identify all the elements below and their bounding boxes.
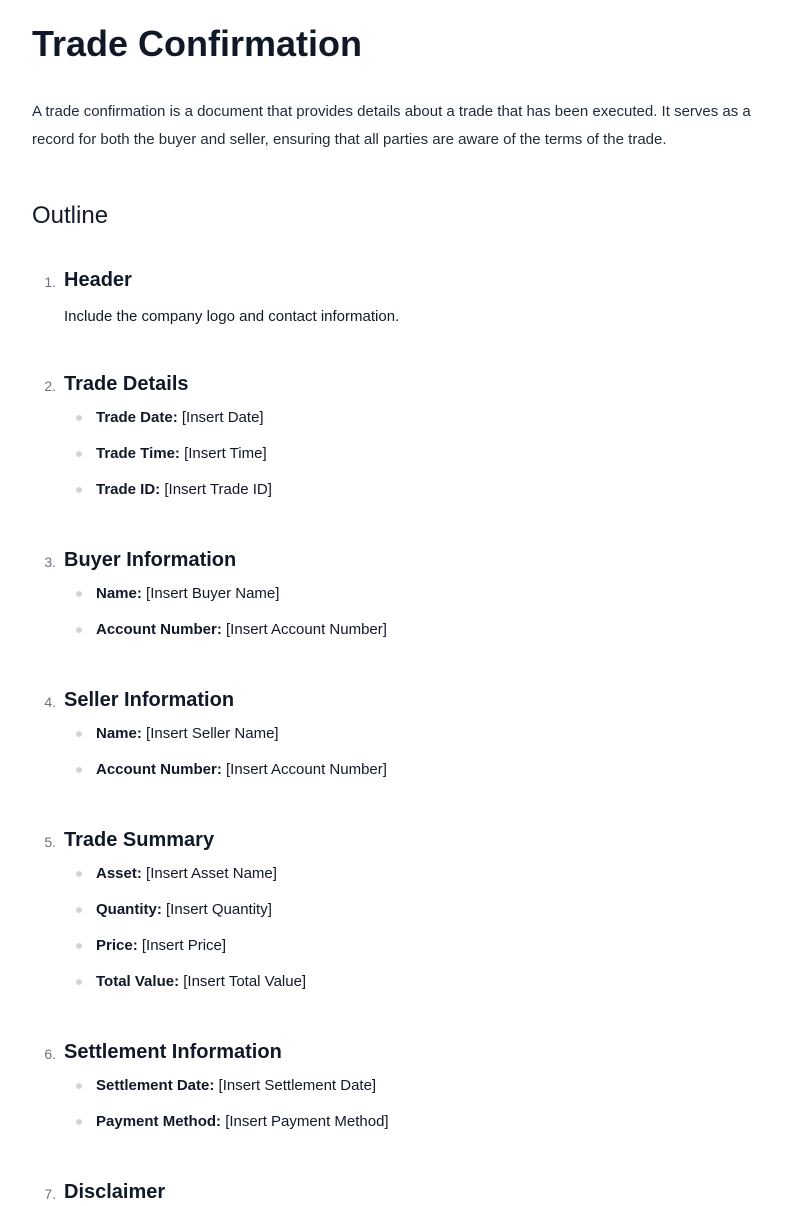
section-number: 1. bbox=[44, 274, 56, 290]
section-heading bbox=[32, 370, 772, 398]
item-label: Total Value: bbox=[96, 973, 180, 990]
bullet-icon bbox=[76, 487, 82, 493]
section-number: 4. bbox=[44, 694, 56, 710]
section-heading bbox=[32, 1038, 772, 1066]
section-number: 2. bbox=[44, 378, 56, 394]
list-item bbox=[64, 928, 306, 964]
intro-paragraph: A trade confirmation is a document that provides details about a trade that has been executed. It serves as a record for both the buyer and seller, ensuring that all parties are aware of the terms of the trade. bbox=[32, 103, 751, 148]
list-item bbox=[64, 964, 306, 1000]
item-value: [Insert Account Number] bbox=[226, 761, 387, 778]
item-label: Name: bbox=[96, 725, 142, 742]
bullet-icon bbox=[76, 907, 82, 913]
list-item bbox=[64, 1104, 389, 1140]
bullet-icon bbox=[76, 415, 82, 421]
list-item bbox=[64, 892, 306, 928]
item-value: [Insert Quantity] bbox=[166, 901, 272, 918]
item-label: Name: bbox=[96, 585, 142, 602]
item-value: [Insert Time] bbox=[184, 445, 267, 462]
list-item bbox=[64, 752, 387, 788]
item-value: [Insert Payment Method] bbox=[225, 1113, 389, 1130]
item-label: Settlement Date: bbox=[96, 1077, 215, 1094]
item-value: [Insert Total Value] bbox=[183, 973, 307, 990]
item-label: Trade Date: bbox=[96, 409, 178, 426]
item-label: Trade ID: bbox=[96, 481, 161, 498]
list-item bbox=[64, 1068, 389, 1104]
section-title: Settlement Information bbox=[64, 1041, 282, 1063]
list-item bbox=[64, 576, 387, 612]
outline-section-trade-summary bbox=[32, 826, 772, 990]
section-number: 5. bbox=[44, 834, 56, 850]
outline-section-header bbox=[32, 266, 772, 325]
outline-heading: Outline bbox=[32, 202, 109, 229]
section-number: 3. bbox=[44, 554, 56, 570]
item-value: [Insert Date] bbox=[181, 409, 264, 426]
bullet-list bbox=[64, 716, 387, 788]
bullet-list bbox=[64, 576, 387, 648]
bullet-icon bbox=[76, 943, 82, 949]
item-label: Account Number: bbox=[96, 761, 222, 778]
item-value: [Insert Seller Name] bbox=[146, 725, 279, 742]
section-title: Buyer Information bbox=[64, 549, 237, 571]
bullet-icon bbox=[76, 979, 82, 985]
section-heading bbox=[32, 546, 772, 574]
section-text: Include the company logo and contact information. bbox=[64, 308, 400, 325]
bullet-icon bbox=[76, 451, 82, 457]
section-title: Trade Details bbox=[64, 373, 189, 395]
section-title: Trade Summary bbox=[64, 829, 215, 851]
bullet-list bbox=[64, 856, 306, 1000]
list-item bbox=[64, 612, 387, 648]
section-title: Header bbox=[64, 269, 132, 291]
list-item bbox=[64, 436, 272, 472]
item-label: Price: bbox=[96, 937, 138, 954]
item-label: Payment Method: bbox=[96, 1113, 222, 1130]
outline-section-settlement-information bbox=[32, 1038, 772, 1130]
list-item bbox=[64, 472, 272, 508]
section-heading bbox=[32, 686, 772, 714]
list-item bbox=[64, 856, 306, 892]
bullet-icon bbox=[76, 627, 82, 633]
section-number: 7. bbox=[44, 1186, 56, 1202]
bullet-icon bbox=[76, 871, 82, 877]
item-value: [Insert Settlement Date] bbox=[218, 1077, 377, 1094]
bullet-icon bbox=[76, 731, 82, 737]
section-number: 6. bbox=[44, 1046, 56, 1062]
bullet-icon bbox=[76, 591, 82, 597]
section-heading bbox=[32, 826, 772, 854]
outline-section-buyer-information bbox=[32, 546, 772, 638]
item-value: [Insert Price] bbox=[141, 937, 227, 954]
list-item bbox=[64, 400, 272, 436]
bullet-list bbox=[64, 400, 272, 508]
outline-section-seller-information bbox=[32, 686, 772, 778]
item-value: [Insert Asset Name] bbox=[146, 865, 277, 882]
item-value: [Insert Account Number] bbox=[226, 621, 387, 638]
bullet-list bbox=[64, 1068, 389, 1140]
section-title: Seller Information bbox=[64, 689, 235, 711]
item-label: Quantity: bbox=[96, 901, 162, 918]
item-label: Account Number: bbox=[96, 621, 222, 638]
bullet-icon bbox=[76, 1119, 82, 1125]
outline-section-trade-details bbox=[32, 370, 772, 498]
section-title: Disclaimer bbox=[64, 1181, 166, 1203]
page-title: Trade Confirmation bbox=[32, 23, 363, 64]
item-value: [Insert Buyer Name] bbox=[146, 585, 280, 602]
item-value: [Insert Trade ID] bbox=[164, 481, 272, 498]
outline-section-disclaimer bbox=[32, 1178, 772, 1206]
section-heading bbox=[32, 266, 772, 294]
item-label: Trade Time: bbox=[96, 445, 180, 462]
list-item bbox=[64, 716, 387, 752]
item-label: Asset: bbox=[96, 865, 142, 882]
section-heading bbox=[32, 1178, 772, 1206]
bullet-icon bbox=[76, 1083, 82, 1089]
bullet-icon bbox=[76, 767, 82, 773]
